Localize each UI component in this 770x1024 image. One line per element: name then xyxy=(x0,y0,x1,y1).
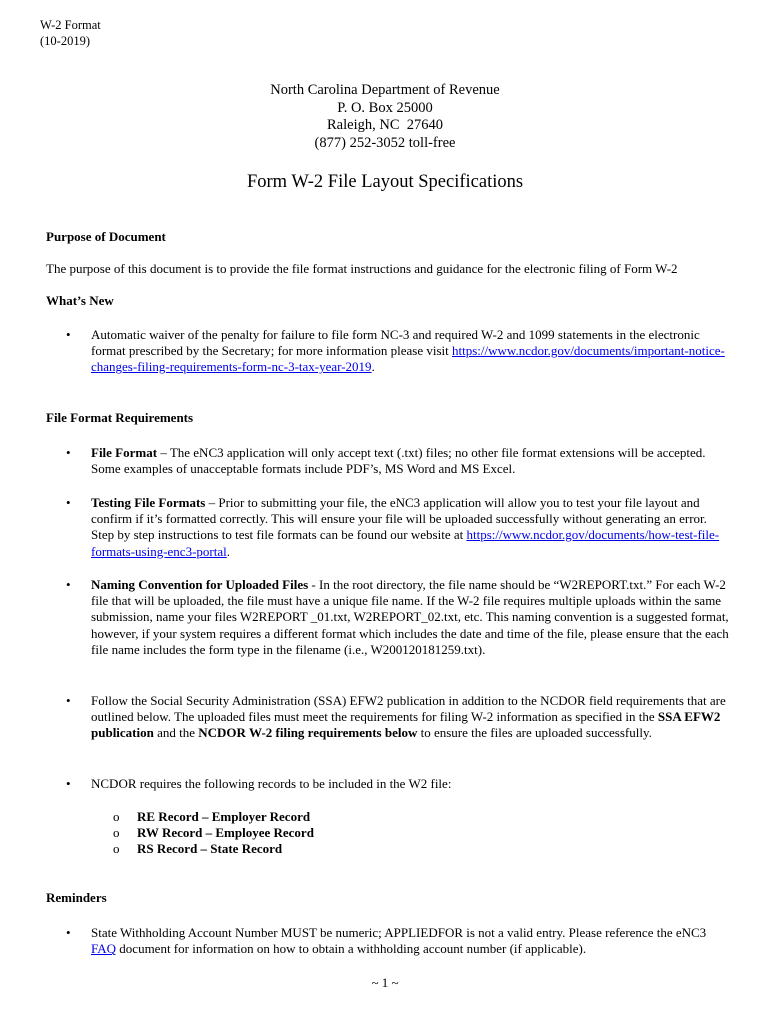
bullet-marker: • xyxy=(66,577,71,592)
file-format-label: File Format xyxy=(91,445,158,460)
bullet-marker: • xyxy=(66,327,71,342)
naming-label: Naming Convention for Uploaded Files xyxy=(91,577,309,592)
ncdor-requirements-bold: NCDOR W-2 filing requirements below xyxy=(198,725,418,741)
page-number: ~ 1 ~ xyxy=(371,975,399,990)
whats-new-item xyxy=(91,327,731,376)
records-required-item: NCDOR requires the following records to be included in the W2 file: xyxy=(91,776,452,791)
testing-text: – Prior to submitting your file, the eNC3 application will allow you to test your file layout and confirm if it’s formatted correctly. This will ensure your file will be uploaded successfully without generating an error. Step by step instructions to test file formats can be found our website at xyxy=(91,495,707,543)
bullet-marker: • xyxy=(66,925,71,940)
naming-text: - In the root directory, the file name should be “W2REPORT.txt.” For each W-2 file that will be uploaded, the file must have a unique file name. If the W-2 file requires multiple uploads within the same submission, name your files W2REPORT _01.txt, W2REPORT_02.txt, etc. This naming convention is a suggested format, however, if your system requires a different format which includes the date and time of the file, please ensure that the each file name includes the form type in the filename (i.e., W200120181259.txt). xyxy=(91,577,729,657)
whats-new-item-text: Automatic waiver of the penalty for failure to file form NC-3 and required W-2 and 1099 statements in the electronic format prescribed by the Secretary; for more information please visit xyxy=(91,327,700,359)
ssa-text-1: Follow the Social Security Administration (SSA) EFW2 publication in addition to the NCDOR field requirements that are outlined below. The uploaded files must meet the requirements for filing W-2 information as specified in the xyxy=(91,693,726,725)
testing-end: . xyxy=(226,543,230,559)
withholding-reminder-item xyxy=(91,925,731,957)
ssa-efw2-bold: SSA EFW2 publication xyxy=(91,709,721,741)
form-format-label: W-2 Format xyxy=(40,18,101,32)
ssa-text-3: to ensure the files are uploaded successfully. xyxy=(417,725,652,741)
re-record-item: RE Record – Employer Record xyxy=(137,809,311,824)
test-file-formats-link[interactable]: https://www.ncdor.gov/documents/how-test-file-formats-using-enc3-portal xyxy=(91,527,720,559)
agency-po-box: P. O. Box 25000 xyxy=(337,99,433,116)
nc3-notice-link[interactable]: https://www.ncdor.gov/documents/important-notice-changes-filing-requirements-form-nc-3-tax-year-2019 xyxy=(91,343,725,375)
bullet-marker: • xyxy=(66,445,71,460)
agency-phone: (877) 252-3052 toll-free xyxy=(314,134,456,151)
whats-new-heading: What’s New xyxy=(46,293,114,308)
purpose-text: The purpose of this document is to provide the file format instructions and guidance for the electronic filing of Form W-2 xyxy=(46,261,678,276)
bullet-marker: • xyxy=(66,495,71,510)
file-format-text: – The eNC3 application will only accept text (.txt) files; no other file format extensions will be accepted. Some examples of unacceptable formats include PDF’s, MS Word and MS Excel. xyxy=(91,445,706,477)
agency-address-block xyxy=(0,82,770,152)
rs-record-item: RS Record – State Record xyxy=(137,841,283,856)
form-identifier xyxy=(40,17,101,49)
requirements-heading: File Format Requirements xyxy=(46,410,194,425)
form-revision-date: (10-2019) xyxy=(40,34,90,48)
testing-label: Testing File Formats xyxy=(91,495,206,510)
ssa-efw2-item xyxy=(91,693,731,742)
sub-list-marker: o xyxy=(113,841,120,856)
purpose-heading: Purpose of Document xyxy=(46,229,166,244)
sub-list-marker: o xyxy=(113,809,120,824)
agency-name: North Carolina Department of Revenue xyxy=(270,82,500,98)
whats-new-item-end: . xyxy=(371,359,375,375)
reminders-heading: Reminders xyxy=(46,890,107,905)
ssa-text-2: and the xyxy=(153,725,199,741)
document-title: Form W-2 File Layout Specifications xyxy=(246,172,524,192)
agency-city-state: Raleigh, NC 27640 xyxy=(327,117,443,133)
bullet-marker: • xyxy=(66,693,71,708)
testing-file-formats-item xyxy=(91,495,731,560)
rw-record-item: RW Record – Employee Record xyxy=(137,825,314,840)
bullet-marker: • xyxy=(66,776,71,791)
faq-link[interactable]: FAQ xyxy=(91,941,117,957)
sub-list-marker: o xyxy=(113,825,120,840)
reminder-text-1: State Withholding Account Number MUST be numeric; APPLIEDFOR is not a valid entry. Please reference the eNC3 xyxy=(91,925,707,940)
file-format-item xyxy=(91,445,731,477)
reminder-text-2: document for information on how to obtain a withholding account number (if applicable). xyxy=(116,941,587,957)
naming-convention-item xyxy=(91,577,731,658)
